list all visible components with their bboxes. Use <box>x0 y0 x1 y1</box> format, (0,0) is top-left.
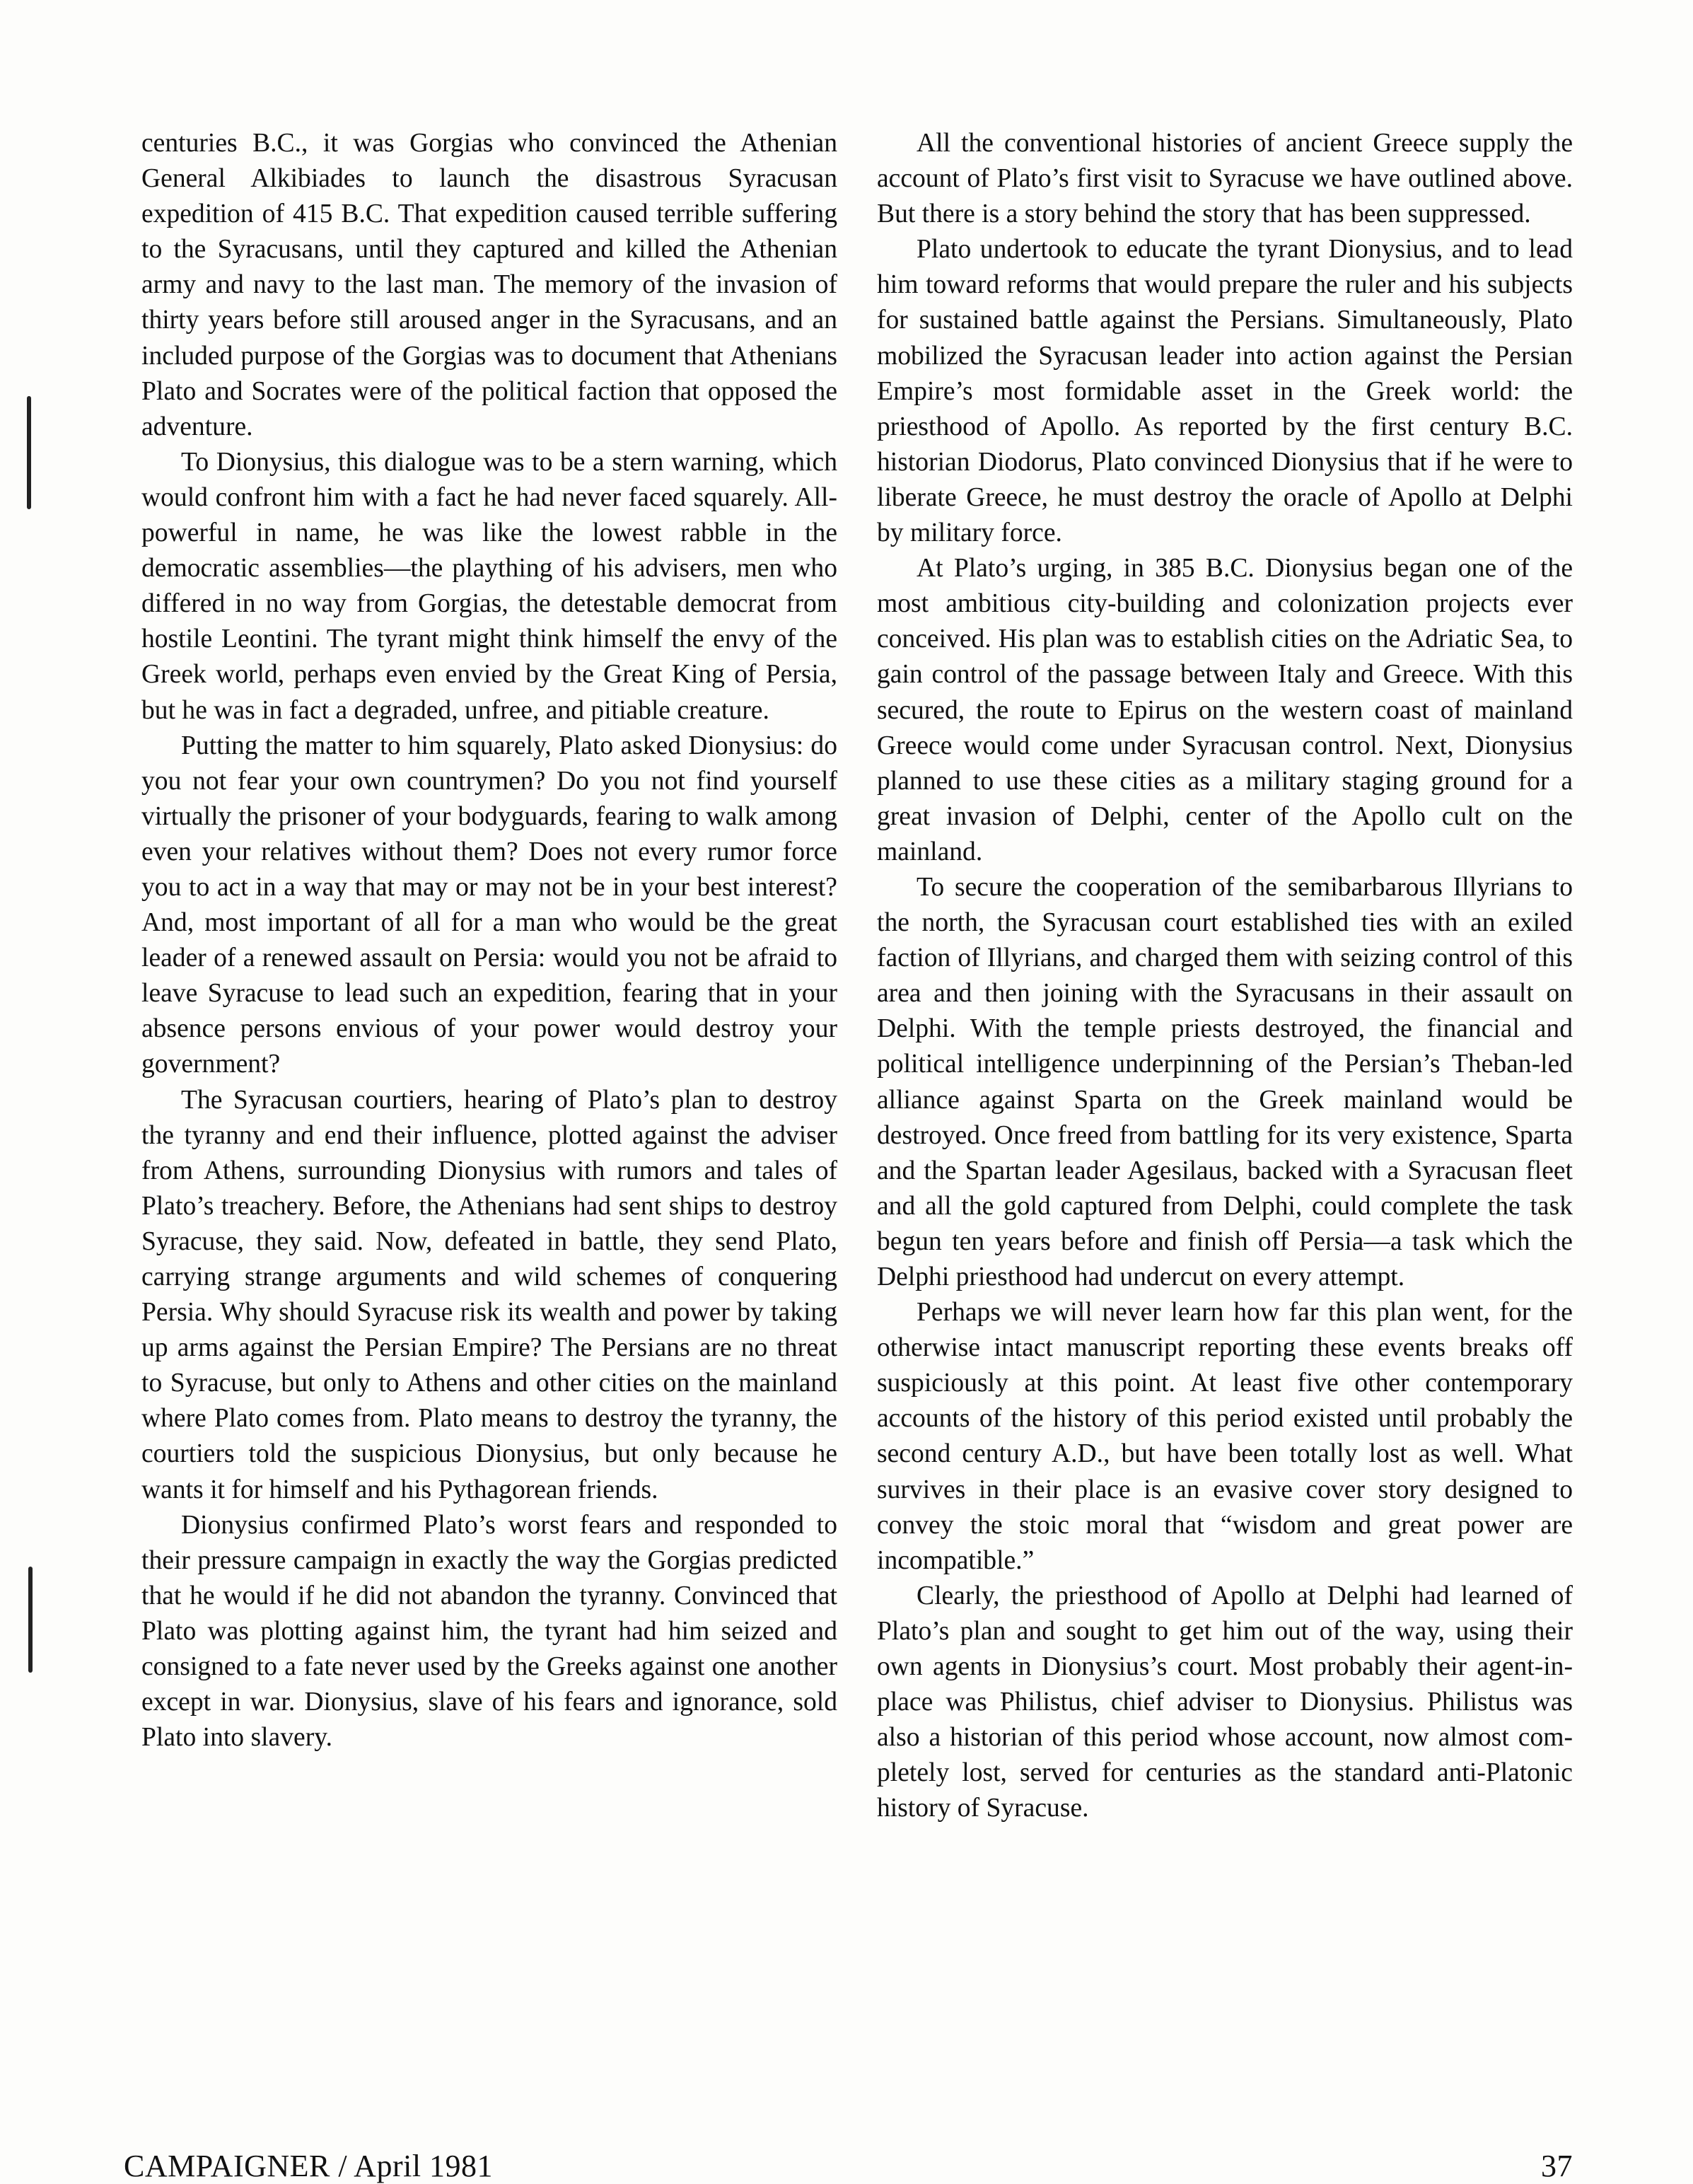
paragraph: All the conventional histories of ancient Greece supply the account of Plato’s first visit to Syracuse we have outlined above. But there is a story behind the story that has been suppressed. <box>877 129 1573 229</box>
left-column <box>141 126 837 1755</box>
paragraph: Clearly, the priesthood of Apollo at Delphi had learned of Plato’s plan and sought to get him out of the way, using their own agents in Dionysius’s court. Most probably their agent-in-place was Philistus, chief adviser to Dionysius. Philistus was also a historian of this period whose account, now almost completely lost, served for centuries as the standard anti-Platonic history of Syracuse. <box>877 1581 1573 1823</box>
paragraph: The Syracusan courtiers, hearing of Plato’s plan to destroy the tyranny and end their influence, plotted against the adviser from Athens, surrounding Dionysius with rumors and tales of Plato’s treachery. Before, the Athenians had sent ships to destroy Syracuse, they said. Now, defeated in battle, they send Plato, carrying strange arguments and wild schemes of conquering Persia. Why should Syracuse risk its wealth and power by taking up arms against the Persian Empire? The Persians are no threat to Syracuse, but only to Athens and other cities on the mainland where Plato comes from. Plato means to destroy the tyranny, the courtiers told the suspicious Dionysius, but only because he wants it for himself and his Pythagorean friends. <box>141 1085 837 1504</box>
paragraph: To Dionysius, this dialogue was to be a stern warning, which would confront him with a fact he had never faced squarely. All-powerful in name, he was like the lowest rabble in the democratic assemblies—the plaything of his advisers, men who differed in no way from Gorgias, the detestable democrat from hostile Leontini. The tyrant might think himself the envy of the Greek world, perhaps even envied by the Great King of Persia, but he was in fact a degraded, unfree, and pitiable creature. <box>141 447 837 725</box>
right-column <box>877 126 1573 1827</box>
paragraph: Perhaps we will never learn how far this plan went, for the otherwise intact manuscript reporting these events breaks off suspiciously at this point. At least five other contemporary accounts of the history of this period existed until probably the second century A.D., but have been totally lost as well. What survives in their place is an evasive cover story designed to convey the stoic moral that “wisdom and great power are incompatible.” <box>877 1298 1573 1575</box>
publication-footer: CAMPAIGNER / April 1981 <box>124 2149 494 2183</box>
paragraph: Dionysius confirmed Plato’s worst fears and responded to their pressure campaign in exactly the way the Gorgias predicted that he would if he did not abandon the tyranny. Convinced that Plato was plotting against him, the tyrant had him seized and consigned to a fate never used by the Greeks against one another except in war. Dionysius, slave of his fears and ignorance, sold Plato into slavery. <box>141 1510 837 1753</box>
paragraph: centuries B.C., it was Gorgias who convinced the Athenian General Alkibiades to launch the disastrous Syracusan expedition of 415 B.C. That expedition caused terrible suffering to the Syracusans, until they captured and killed the Athenian army and navy to the last man. The memory of the invasion of thirty years before still aroused anger in the Syracusans, and an included purpose of the Gorgias was to document that Athenians Plato and Socrates were of the political faction that opposed the adventure. <box>141 129 837 441</box>
page-number: 37 <box>1541 2149 1573 2183</box>
paragraph: To secure the cooperation of the semibarbarous Illyrians to the north, the Syracusan court established ties with an exiled faction of Illyrians, and charged them with seizing control of this area and then joining with the Syracusans in their assault on Delphi. With the temple priests destroyed, the financial and political intelligence underpinning of the Persian’s Theban-led alliance against Sparta on the Greek mainland would be destroyed. Once freed from battling for its very existence, Sparta and the Spartan leader Agesilaus, backed with a Syracusan fleet and all the gold captured from Delphi, could complete the task begun ten years before and finish off Persia—a task which the Delphi priesthood had undercut on every attempt. <box>877 872 1573 1291</box>
paragraph: Putting the matter to him squarely, Plato asked Dionysius: do you not fear your own countrymen? Do you not find yourself virtually the prisoner of your bodyguards, fearing to walk among even your relatives without them? Does not every rumor force you to act in a way that may or may not be in your best interest? And, most important of all for a man who would be the great leader of a renewed assault on Persia: would you not be afraid to leave Syracuse to lead such an expedition, fearing that in your absence persons envious of your power would destroy your government? <box>141 731 837 1079</box>
margin-mark <box>27 396 31 509</box>
paragraph: At Plato’s urging, in 385 B.C. Dionysius began one of the most ambitious city-building and colonization projects ever conceived. His plan was to establish cities on the Adriatic Sea, to gain control of the passage between Italy and Greece. With this secured, the route to Epirus on the western coast of mainland Greece would come under Syracusan control. Next, Dionysius planned to use these cities as a military staging ground for a great invasion of Delphi, center of the Apollo cult on the mainland. <box>877 554 1573 866</box>
margin-mark <box>28 1567 33 1673</box>
paragraph: Plato undertook to educate the tyrant Dionysius, and to lead him toward reforms that would prepare the ruler and his subjects for sustained battle against the Persians. Simultaneously, Plato mobilized the Syracusan leader into action against the Persian Empire’s most formidable asset in the Greek world: the priesthood of Apollo. As reported by the first century B.C. historian Diodorus, Plato convinced Dionysius that if he were to liberate Greece, he must destroy the oracle of Apollo at Delphi by military force. <box>877 235 1573 548</box>
